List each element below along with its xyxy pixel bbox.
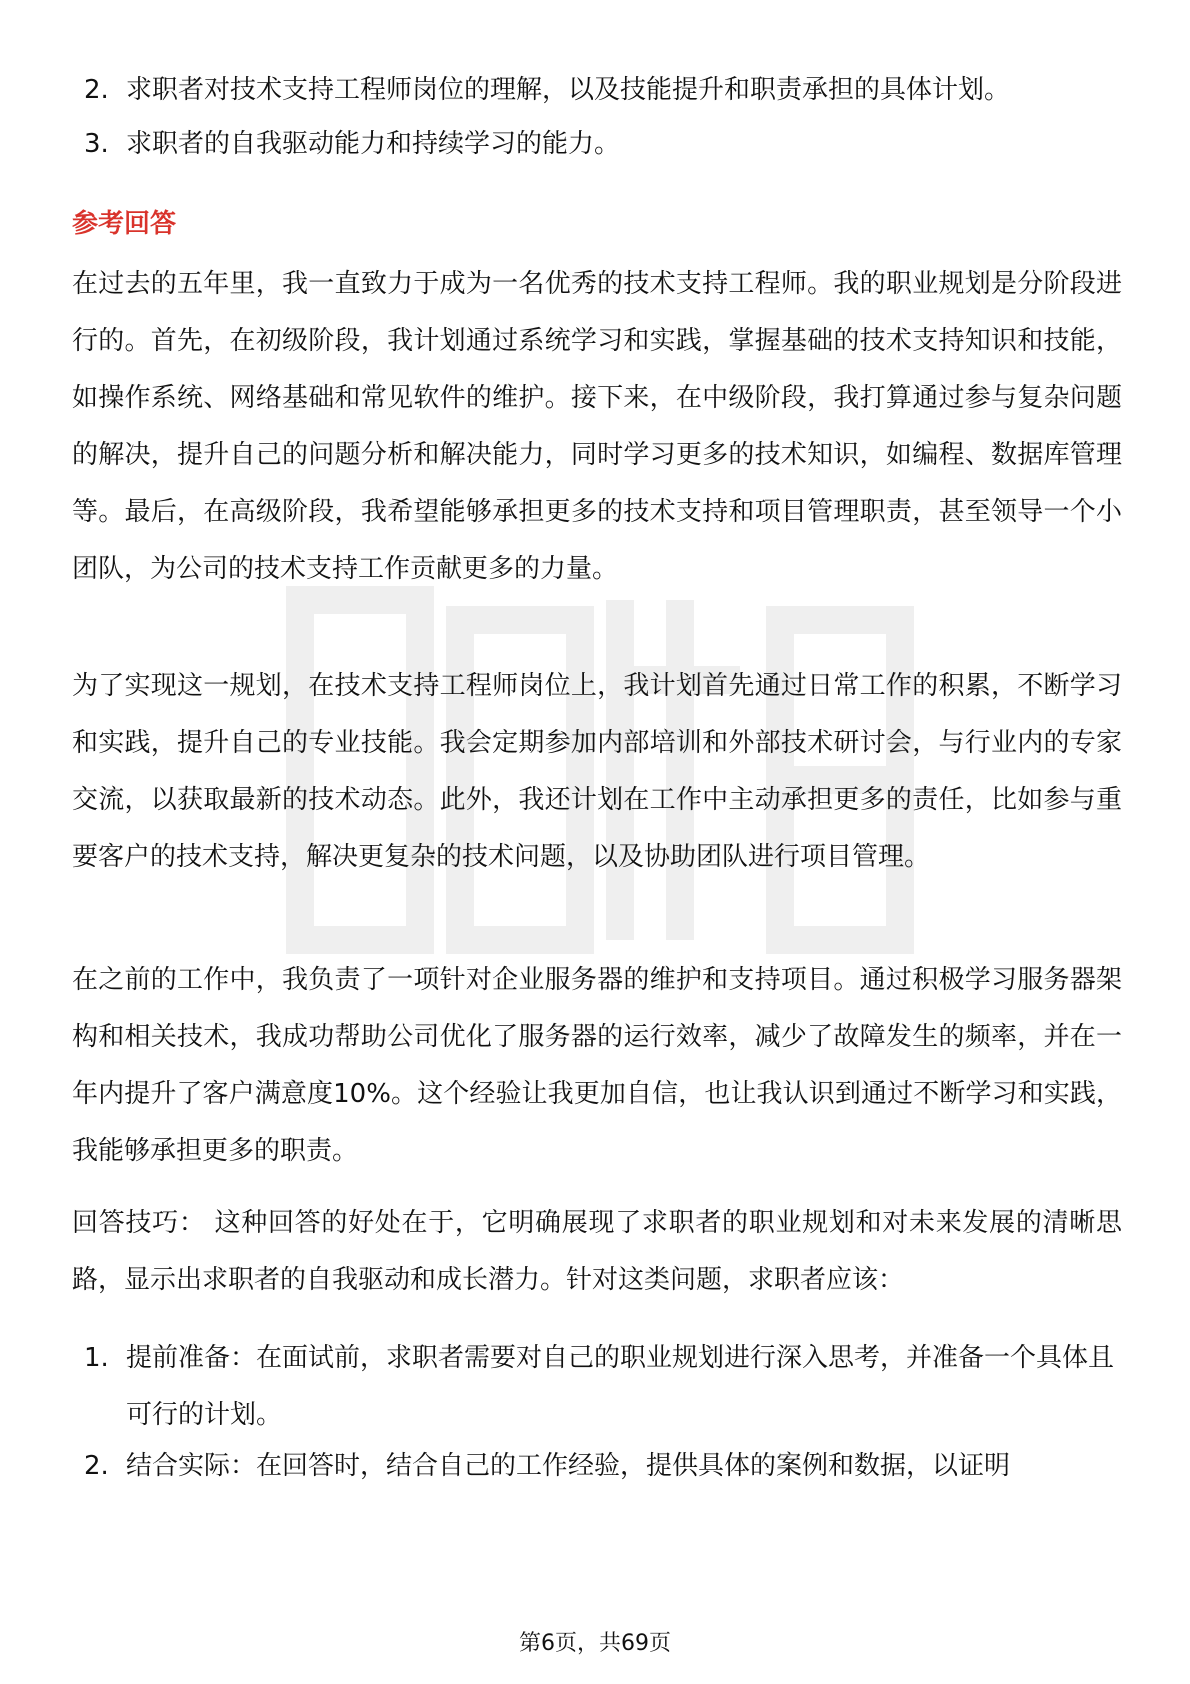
list-item bbox=[84, 1330, 1124, 1444]
page-footer: 第6页，共69页 bbox=[519, 1631, 671, 1656]
list-text: 求职者的自我驱动能力和持续学习的能力。 bbox=[126, 129, 621, 159]
section-heading: 参考回答 bbox=[72, 209, 177, 239]
list-number: 1. bbox=[84, 1343, 109, 1373]
paragraph: 为了实现这一规划，在技术支持工程师岗位上，我计划首先通过日常工作的积累，不断学习和实践，提升自己的专业技能。我会定期参加内部培训和外部技术研讨会，与行业内的专家交流，以获取最新的技术动态。此外，我还计划在工作中主动承担更多的责任，比如参与重要客户的技术支持，解决更复杂的技术问题，以及协助团队进行项目管理。 bbox=[72, 671, 1122, 872]
list-item bbox=[84, 116, 1124, 173]
list-number: 2. bbox=[84, 1451, 109, 1481]
paragraph: 回答技巧： 这种回答的好处在于，它明确展现了求职者的职业规划和对未来发展的清晰思路，显示出求职者的自我驱动和成长潜力。针对这类问题，求职者应该： bbox=[72, 1208, 1122, 1295]
paragraph: 在之前的工作中，我负责了一项针对企业服务器的维护和支持项目。通过积极学习服务器架构和相关技术，我成功帮助公司优化了服务器的运行效率，减少了故障发生的频率，并在一年内提升了客户满意度10%。这个经验让我更加自信，也让我认识到通过不断学习和实践，我能够承担更多的职责。 bbox=[72, 965, 1122, 1166]
list-number: 3. bbox=[84, 129, 109, 159]
list-text: 提前准备：在面试前，求职者需要对自己的职业规划进行深入思考，并准备一个具体且可行的计划。 bbox=[126, 1343, 1115, 1430]
list-number: 2. bbox=[84, 75, 109, 105]
paragraph: 在过去的五年里，我一直致力于成为一名优秀的技术支持工程师。我的职业规划是分阶段进行的。首先，在初级阶段，我计划通过系统学习和实践，掌握基础的技术支持知识和技能，如操作系统、网络基础和常见软件的维护。接下来，在中级阶段，我打算通过参与复杂问题的解决，提升自己的问题分析和解决能力，同时学习更多的技术知识，如编程、数据库管理等。最后，在高级阶段，我希望能够承担更多的技术支持和项目管理职责，甚至领导一个小团队，为公司的技术支持工作贡献更多的力量。 bbox=[72, 269, 1122, 584]
list-item bbox=[84, 1438, 1124, 1495]
list-text: 求职者对技术支持工程师岗位的理解，以及技能提升和职责承担的具体计划。 bbox=[126, 75, 1011, 105]
list-item bbox=[84, 62, 1124, 119]
list-text: 结合实际：在回答时，结合自己的工作经验，提供具体的案例和数据，以证明 bbox=[126, 1451, 1011, 1481]
